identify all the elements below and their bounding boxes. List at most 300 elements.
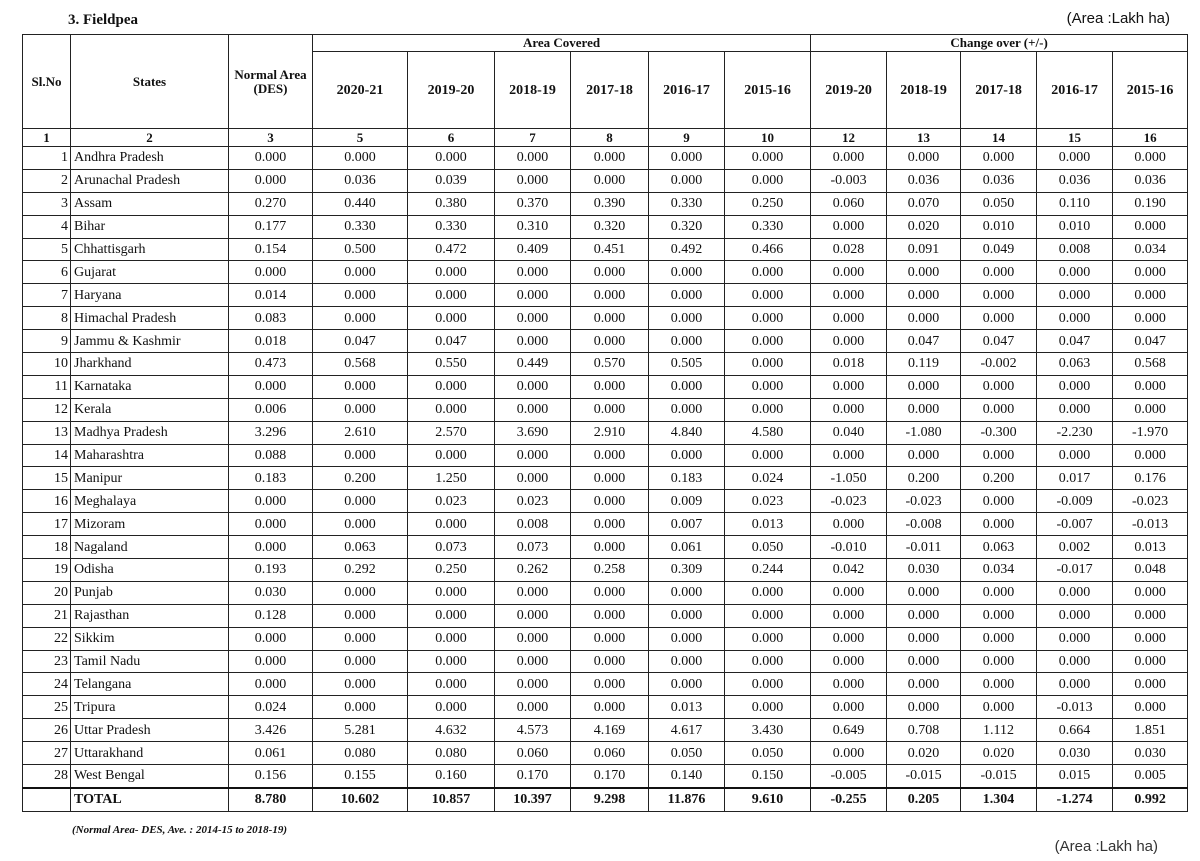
value-cell: 0.000 (1113, 284, 1188, 307)
value-cell: 0.000 (649, 307, 725, 330)
value-cell: 0.000 (725, 307, 811, 330)
value-cell: 0.020 (961, 742, 1037, 765)
value-cell: 0.000 (571, 513, 649, 536)
serial-number-cell: 10 (23, 353, 71, 376)
value-cell: 0.000 (887, 398, 961, 421)
value-cell: -1.274 (1037, 788, 1113, 811)
value-cell: 0.000 (1037, 147, 1113, 170)
value-cell: 0.000 (229, 627, 313, 650)
value-cell: 0.000 (571, 581, 649, 604)
value-cell: 8.780 (229, 788, 313, 811)
value-cell: 0.030 (1113, 742, 1188, 765)
value-cell: 0.000 (887, 627, 961, 650)
column-number: 3 (229, 129, 313, 147)
state-name-cell: Bihar (71, 215, 229, 238)
value-cell: 0.000 (313, 444, 408, 467)
value-cell: 0.000 (811, 330, 887, 353)
value-cell: -0.011 (887, 536, 961, 559)
value-cell: 0.000 (313, 513, 408, 536)
serial-number-cell: 14 (23, 444, 71, 467)
value-cell: 0.992 (1113, 788, 1188, 811)
table-row (23, 307, 1188, 330)
value-cell: 0.000 (313, 375, 408, 398)
value-cell: 0.000 (571, 604, 649, 627)
table-row (23, 147, 1188, 170)
value-cell: 0.000 (571, 375, 649, 398)
value-cell: 0.000 (313, 673, 408, 696)
value-cell: 0.024 (229, 696, 313, 719)
value-cell: 0.000 (811, 307, 887, 330)
value-cell: 0.047 (1113, 330, 1188, 353)
value-cell: 0.000 (1037, 444, 1113, 467)
value-cell: 0.000 (313, 581, 408, 604)
value-cell: 0.063 (1037, 353, 1113, 376)
value-cell: 0.050 (725, 536, 811, 559)
value-cell: 0.013 (1113, 536, 1188, 559)
value-cell: 0.176 (1113, 467, 1188, 490)
value-cell: 0.048 (1113, 559, 1188, 582)
value-cell: 0.000 (887, 261, 961, 284)
table-row (23, 536, 1188, 559)
value-cell: 0.330 (313, 215, 408, 238)
value-cell: 4.840 (649, 421, 725, 444)
report-title: 3. Fieldpea (68, 12, 138, 28)
value-cell: 0.000 (229, 673, 313, 696)
column-number: 16 (1113, 129, 1188, 147)
value-cell: 0.000 (725, 696, 811, 719)
value-cell: 0.000 (1113, 147, 1188, 170)
value-cell: 0.000 (961, 398, 1037, 421)
serial-number-cell: 26 (23, 719, 71, 742)
header-area-year: 2020-21 (313, 52, 408, 129)
value-cell: 0.000 (1037, 581, 1113, 604)
value-cell: 0.000 (887, 673, 961, 696)
table-row (23, 238, 1188, 261)
value-cell: 0.000 (571, 169, 649, 192)
table-row (23, 742, 1188, 765)
value-cell: 0.000 (811, 398, 887, 421)
value-cell: 0.000 (313, 604, 408, 627)
value-cell: 0.000 (1037, 627, 1113, 650)
unit-label-bottom: (Area :Lakh ha) (1054, 838, 1158, 855)
serial-number-cell: 20 (23, 581, 71, 604)
value-cell: 0.000 (961, 444, 1037, 467)
serial-number-cell: 2 (23, 169, 71, 192)
column-number: 10 (725, 129, 811, 147)
value-cell: 0.009 (649, 490, 725, 513)
header-change-year: 2019-20 (811, 52, 887, 129)
value-cell: 0.000 (649, 375, 725, 398)
column-number: 13 (887, 129, 961, 147)
value-cell: 0.061 (649, 536, 725, 559)
value-cell: 0.000 (725, 581, 811, 604)
state-name-cell: Mizoram (71, 513, 229, 536)
value-cell: 0.000 (408, 147, 495, 170)
value-cell: -0.010 (811, 536, 887, 559)
value-cell: 0.154 (229, 238, 313, 261)
value-cell: 0.183 (229, 467, 313, 490)
serial-number-cell: 19 (23, 559, 71, 582)
serial-number-cell: 3 (23, 192, 71, 215)
value-cell: 0.060 (571, 742, 649, 765)
value-cell: 0.060 (811, 192, 887, 215)
header-change-over: Change over (+/-) (811, 35, 1188, 52)
value-cell: 0.000 (649, 398, 725, 421)
value-cell: 0.000 (961, 284, 1037, 307)
value-cell: 0.140 (649, 765, 725, 788)
value-cell: -0.005 (811, 765, 887, 788)
header-slno: Sl.No (23, 35, 71, 129)
value-cell: -0.015 (961, 765, 1037, 788)
column-number: 7 (495, 129, 571, 147)
value-cell: -0.013 (1113, 513, 1188, 536)
serial-number-cell: 12 (23, 398, 71, 421)
value-cell: 0.050 (961, 192, 1037, 215)
value-cell: 0.000 (1113, 261, 1188, 284)
value-cell: 0.000 (811, 604, 887, 627)
value-cell: 0.015 (1037, 765, 1113, 788)
value-cell: 0.200 (961, 467, 1037, 490)
value-cell: 0.070 (887, 192, 961, 215)
value-cell: 0.000 (811, 444, 887, 467)
value-cell: 0.036 (887, 169, 961, 192)
column-number: 14 (961, 129, 1037, 147)
value-cell: 0.000 (649, 444, 725, 467)
value-cell: 0.000 (725, 353, 811, 376)
value-cell: 0.472 (408, 238, 495, 261)
value-cell: 0.040 (811, 421, 887, 444)
value-cell: 0.000 (649, 147, 725, 170)
value-cell: 0.028 (811, 238, 887, 261)
value-cell: 0.000 (408, 581, 495, 604)
value-cell: 0.034 (1113, 238, 1188, 261)
value-cell: 0.000 (1113, 444, 1188, 467)
header-area-year: 2015-16 (725, 52, 811, 129)
value-cell: 0.000 (571, 696, 649, 719)
value-cell: 0.170 (571, 765, 649, 788)
value-cell: 0.309 (649, 559, 725, 582)
value-cell: 10.857 (408, 788, 495, 811)
serial-number-cell: 7 (23, 284, 71, 307)
value-cell: 0.000 (495, 581, 571, 604)
value-cell: 0.000 (408, 650, 495, 673)
header-change-year: 2017-18 (961, 52, 1037, 129)
value-cell: 0.250 (408, 559, 495, 582)
value-cell: 0.002 (1037, 536, 1113, 559)
value-cell: 9.610 (725, 788, 811, 811)
value-cell: -1.050 (811, 467, 887, 490)
value-cell: 0.568 (313, 353, 408, 376)
state-name-cell: Himachal Pradesh (71, 307, 229, 330)
value-cell: 5.281 (313, 719, 408, 742)
value-cell: 0.000 (495, 650, 571, 673)
state-name-cell: Rajasthan (71, 604, 229, 627)
column-number: 6 (408, 129, 495, 147)
value-cell: 0.000 (887, 147, 961, 170)
value-cell: 0.000 (725, 398, 811, 421)
serial-number-cell: 4 (23, 215, 71, 238)
value-cell: 0.000 (887, 444, 961, 467)
value-cell: 0.018 (811, 353, 887, 376)
value-cell: 0.000 (961, 696, 1037, 719)
value-cell: 0.000 (495, 261, 571, 284)
header-change-year: 2015-16 (1113, 52, 1188, 129)
value-cell: 0.110 (1037, 192, 1113, 215)
value-cell: 0.258 (571, 559, 649, 582)
value-cell: 0.000 (961, 604, 1037, 627)
value-cell: 0.036 (313, 169, 408, 192)
value-cell: -0.013 (1037, 696, 1113, 719)
value-cell: 0.000 (725, 375, 811, 398)
value-cell: 0.000 (229, 169, 313, 192)
value-cell: 0.000 (571, 536, 649, 559)
value-cell: 0.000 (495, 375, 571, 398)
value-cell: 0.047 (1037, 330, 1113, 353)
value-cell: 0.000 (571, 673, 649, 696)
value-cell: 9.298 (571, 788, 649, 811)
value-cell: 0.000 (725, 604, 811, 627)
serial-number-cell: 18 (23, 536, 71, 559)
value-cell: 0.000 (1113, 307, 1188, 330)
state-name-cell: Meghalaya (71, 490, 229, 513)
value-cell: -0.003 (811, 169, 887, 192)
value-cell: 0.000 (1037, 604, 1113, 627)
value-cell: 0.000 (408, 398, 495, 421)
header-area-year: 2017-18 (571, 52, 649, 129)
value-cell: 0.449 (495, 353, 571, 376)
value-cell: 0.128 (229, 604, 313, 627)
value-cell: 0.000 (811, 742, 887, 765)
value-cell: -0.007 (1037, 513, 1113, 536)
serial-number-cell: 22 (23, 627, 71, 650)
value-cell: 0.000 (811, 627, 887, 650)
column-number: 9 (649, 129, 725, 147)
value-cell: 1.304 (961, 788, 1037, 811)
table-row (23, 581, 1188, 604)
value-cell: 0.000 (961, 147, 1037, 170)
column-number: 5 (313, 129, 408, 147)
value-cell: 0.000 (887, 696, 961, 719)
value-cell: 0.570 (571, 353, 649, 376)
value-cell: 0.000 (725, 284, 811, 307)
table-row (23, 604, 1188, 627)
state-name-cell: TOTAL (71, 788, 229, 811)
value-cell: 0.320 (649, 215, 725, 238)
value-cell: 0.000 (887, 284, 961, 307)
value-cell: 0.000 (229, 650, 313, 673)
value-cell: 0.017 (1037, 467, 1113, 490)
value-cell: 0.000 (313, 490, 408, 513)
value-cell: 0.008 (495, 513, 571, 536)
value-cell: 0.013 (649, 696, 725, 719)
table-row (23, 261, 1188, 284)
value-cell: 0.000 (961, 673, 1037, 696)
serial-number-cell: 25 (23, 696, 71, 719)
value-cell: 0.160 (408, 765, 495, 788)
value-cell: -2.230 (1037, 421, 1113, 444)
value-cell: 0.000 (495, 330, 571, 353)
value-cell: 0.000 (1113, 581, 1188, 604)
value-cell: 0.000 (571, 284, 649, 307)
table-row (23, 375, 1188, 398)
value-cell: 0.000 (649, 581, 725, 604)
value-cell: 3.296 (229, 421, 313, 444)
value-cell: 0.000 (1113, 375, 1188, 398)
header-change-year: 2018-19 (887, 52, 961, 129)
value-cell: 0.000 (313, 696, 408, 719)
value-cell: 0.000 (649, 650, 725, 673)
value-cell: 0.000 (1037, 261, 1113, 284)
value-cell: 0.091 (887, 238, 961, 261)
column-number: 15 (1037, 129, 1113, 147)
state-name-cell: Odisha (71, 559, 229, 582)
value-cell: 0.063 (313, 536, 408, 559)
value-cell: 10.397 (495, 788, 571, 811)
value-cell: 0.036 (1113, 169, 1188, 192)
value-cell: 0.000 (811, 375, 887, 398)
value-cell: 0.000 (1037, 673, 1113, 696)
value-cell: -0.023 (1113, 490, 1188, 513)
state-name-cell: Arunachal Pradesh (71, 169, 229, 192)
value-cell: -0.002 (961, 353, 1037, 376)
table-row (23, 719, 1188, 742)
value-cell: 0.000 (887, 650, 961, 673)
value-cell: 0.000 (313, 398, 408, 421)
column-number: 12 (811, 129, 887, 147)
value-cell: 0.000 (229, 536, 313, 559)
value-cell: 0.000 (1113, 627, 1188, 650)
value-cell: 0.000 (229, 513, 313, 536)
value-cell: 0.000 (313, 261, 408, 284)
value-cell: 3.426 (229, 719, 313, 742)
value-cell: 0.170 (495, 765, 571, 788)
state-name-cell: Gujarat (71, 261, 229, 284)
value-cell: 0.000 (495, 307, 571, 330)
state-name-cell: Tripura (71, 696, 229, 719)
value-cell: 11.876 (649, 788, 725, 811)
value-cell: -1.080 (887, 421, 961, 444)
header-area-year: 2019-20 (408, 52, 495, 129)
value-cell: 0.020 (887, 742, 961, 765)
state-name-cell: Punjab (71, 581, 229, 604)
value-cell: 10.602 (313, 788, 408, 811)
value-cell: 0.000 (408, 604, 495, 627)
table-row (23, 421, 1188, 444)
value-cell: 0.000 (725, 147, 811, 170)
value-cell: 0.083 (229, 307, 313, 330)
value-cell: 0.000 (571, 398, 649, 421)
value-cell: 4.573 (495, 719, 571, 742)
table-row (23, 284, 1188, 307)
serial-number-cell: 17 (23, 513, 71, 536)
value-cell: 0.000 (1113, 604, 1188, 627)
value-cell: 0.177 (229, 215, 313, 238)
state-name-cell: Jharkhand (71, 353, 229, 376)
value-cell: 0.000 (408, 673, 495, 696)
value-cell: 0.492 (649, 238, 725, 261)
value-cell: 0.466 (725, 238, 811, 261)
state-name-cell: Madhya Pradesh (71, 421, 229, 444)
value-cell: 4.617 (649, 719, 725, 742)
value-cell: 0.000 (571, 147, 649, 170)
table-row (23, 398, 1188, 421)
serial-number-cell: 8 (23, 307, 71, 330)
serial-number-cell: 13 (23, 421, 71, 444)
value-cell: 0.047 (961, 330, 1037, 353)
state-name-cell: Assam (71, 192, 229, 215)
value-cell: 0.664 (1037, 719, 1113, 742)
value-cell: 0.330 (725, 215, 811, 238)
value-cell: 0.030 (229, 581, 313, 604)
table-row (23, 192, 1188, 215)
value-cell: 0.000 (725, 444, 811, 467)
serial-number-cell: 23 (23, 650, 71, 673)
value-cell: 0.568 (1113, 353, 1188, 376)
value-cell: 0.023 (725, 490, 811, 513)
value-cell: 0.000 (495, 398, 571, 421)
state-name-cell: Chhattisgarh (71, 238, 229, 261)
value-cell: 0.330 (408, 215, 495, 238)
value-cell: 0.000 (961, 375, 1037, 398)
value-cell: 0.000 (1113, 673, 1188, 696)
value-cell: -0.023 (887, 490, 961, 513)
value-cell: 0.047 (313, 330, 408, 353)
value-cell: 0.000 (495, 604, 571, 627)
serial-number-cell: 15 (23, 467, 71, 490)
value-cell: 0.000 (1037, 307, 1113, 330)
state-name-cell: Haryana (71, 284, 229, 307)
value-cell: 0.000 (961, 307, 1037, 330)
value-cell: 0.034 (961, 559, 1037, 582)
value-cell: 0.000 (313, 627, 408, 650)
value-cell: 0.008 (1037, 238, 1113, 261)
value-cell: 0.050 (649, 742, 725, 765)
value-cell: 0.262 (495, 559, 571, 582)
serial-number-cell (23, 788, 71, 811)
value-cell: 0.270 (229, 192, 313, 215)
state-name-cell: Tamil Nadu (71, 650, 229, 673)
column-number: 2 (71, 129, 229, 147)
table-body (23, 147, 1188, 812)
value-cell: 0.708 (887, 719, 961, 742)
header-change-year: 2016-17 (1037, 52, 1113, 129)
value-cell: 0.000 (1037, 284, 1113, 307)
value-cell: 0.088 (229, 444, 313, 467)
value-cell: 0.047 (887, 330, 961, 353)
value-cell: 0.000 (313, 650, 408, 673)
state-name-cell: Uttar Pradesh (71, 719, 229, 742)
value-cell: 0.000 (887, 604, 961, 627)
table-row (23, 765, 1188, 788)
state-name-cell: Manipur (71, 467, 229, 490)
state-name-cell: Jammu & Kashmir (71, 330, 229, 353)
value-cell: -1.970 (1113, 421, 1188, 444)
value-cell: 0.013 (725, 513, 811, 536)
value-cell: 0.000 (571, 650, 649, 673)
state-name-cell: Andhra Pradesh (71, 147, 229, 170)
value-cell: 0.049 (961, 238, 1037, 261)
value-cell: 0.000 (408, 375, 495, 398)
value-cell: 0.010 (1037, 215, 1113, 238)
value-cell: 0.000 (495, 169, 571, 192)
state-name-cell: Karnataka (71, 375, 229, 398)
value-cell: -0.017 (1037, 559, 1113, 582)
value-cell: 2.910 (571, 421, 649, 444)
value-cell: 0.000 (811, 673, 887, 696)
value-cell: 0.119 (887, 353, 961, 376)
value-cell: 0.330 (649, 192, 725, 215)
state-name-cell: Uttarakhand (71, 742, 229, 765)
